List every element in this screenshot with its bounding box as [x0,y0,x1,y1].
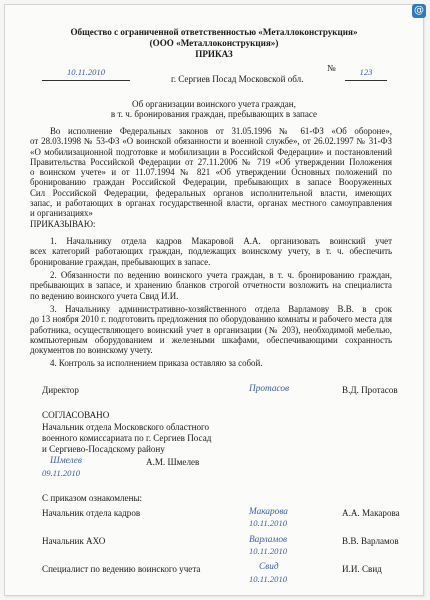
item-line: компьютерным оборудованием и железными шкафами, обеспечивающими сохранность [30,334,392,345]
preamble [30,126,392,229]
acquainted-name: И.И. Свид [342,564,382,574]
order-number [345,62,387,81]
preamble-line: бронированию граждан Российской Федерации, пребывающих в запасе Вооруженных [30,177,392,188]
acquainted-signature: Макарова [249,507,288,517]
director-name: В.Д. Протасов [342,385,398,395]
item-line: 2. Обязанности по ведению воинского учета граждан, в т. ч. бронированию граждан, [50,270,392,280]
agreed-name: А.М. Шмелев [146,457,200,467]
preamble-line: Во исполнение Федеральных законов от 31.05.1996 № 61-ФЗ «Об обороне», [50,126,392,136]
order-word: ПРИКАЗЫВАЮ: [30,218,96,229]
item-line: по ведению воинского учета Свид И.И. [30,290,179,301]
acquainted-signature: Свид [259,562,279,572]
preamble-line: Правительства Российской Федерации от 27.11.2006 № 719 «Об утверждении Положения [30,156,392,167]
preamble-line: и организациях» [30,208,93,219]
agreed-line: военного комиссариата по г. Сергиев Посад [42,433,212,443]
document-page [4,4,424,596]
item-3 [30,304,392,355]
item-line: пребывающих в запасе, и хранению бланков строгой отчетности возложить на специалиста [30,280,392,291]
item-line: бронирование граждан, пребывающих в запасе. [30,256,211,267]
preamble-line: «О мобилизационной подготовке и мобилизации в Российской Федерации» и постановлений [30,146,392,157]
preamble-line: запас, и работающих в органах государственной власти, органах местного самоуправления [30,198,392,209]
acquainted-heading: С приказом ознакомлены: [42,493,143,503]
preamble-line: о воинском учете» и от 11.07.1994 № 821 «Об утверждении Основных положений по [30,167,392,178]
order-number-sign: № [327,63,336,73]
item-line: работника, осуществляющего воинский учет в организации (№ 203), необходимой мебелью, [30,324,392,335]
preamble-line: Сил Российской Федерации, федеральных органов исполнительной власти, имеющих [30,187,392,198]
site-logo-icon: @ [414,5,424,16]
director-signature: Протасов [249,384,290,394]
acquainted-date: 10.11.2010 [249,518,288,528]
agreed-line: и Сергиево-Посадскому району [42,444,165,454]
item-line: 1. Начальнику отдела кадров Макаровой А.А. организовать воинский учет [50,236,392,246]
org-short-name: (ООО «Металлоконструкция») [149,38,279,48]
acquainted-signature: Варламов [249,535,288,545]
agreed-heading: СОГЛАСОВАНО [42,410,110,420]
agreed-signature: Шмелев [50,456,82,466]
order-number-value: 123 [359,67,373,77]
item-line: до 13 ноября 2010 г. подготовить предложения по оборудованию комнаты и рабочего места для [30,314,392,325]
item-line: всех категорий работающих граждан, подлежащих воинскому учету, в т. ч. обеспечить [30,246,392,257]
preamble-line: от 28.03.1998 № 53-ФЗ «О воинской обязанности и военной службе», от 26.02.1997 № 31-ФЗ [30,136,392,147]
subject-line-2: в т. ч. бронирования граждан, пребывающих в запасе [110,109,318,119]
item-4 [30,358,392,368]
order-date-value: 10.11.2010 [66,67,106,77]
acquainted-name: В.В. Варламов [342,536,399,546]
item-line: документов по воинскому учету. [30,345,153,356]
item-line: 3. Начальнику административно-хозяйственного отдела Варламову В.В. в срок [50,304,392,314]
acquainted-position: Специалист по ведению воинского учета [42,564,201,574]
item-1 [30,236,392,267]
agreed-date: 09.11.2010 [42,468,81,478]
agreed-line: Начальник отдела Московского областного [42,422,210,432]
item-line: 4. Контроль за исполнением приказа оставляю за собой. [50,358,263,368]
acquainted-name: А.А. Макарова [342,508,400,518]
acquainted-date: 10.11.2010 [249,574,288,584]
acquainted-position: Начальник отдела кадров [42,508,141,518]
subject-line-1: Об организации воинского учета граждан, [132,99,296,109]
org-name: Общество с ограниченной ответственностью «Металлоконструкция» [70,27,358,37]
doc-type: ПРИКАЗ [195,49,233,59]
acquainted-position: Начальник АХО [42,536,106,546]
acquainted-date: 10.11.2010 [249,546,288,556]
order-city: г. Сергиев Посад Московской обл. [171,74,304,84]
order-date [42,62,130,81]
director-position: Директор [42,385,79,395]
item-2 [30,270,392,301]
